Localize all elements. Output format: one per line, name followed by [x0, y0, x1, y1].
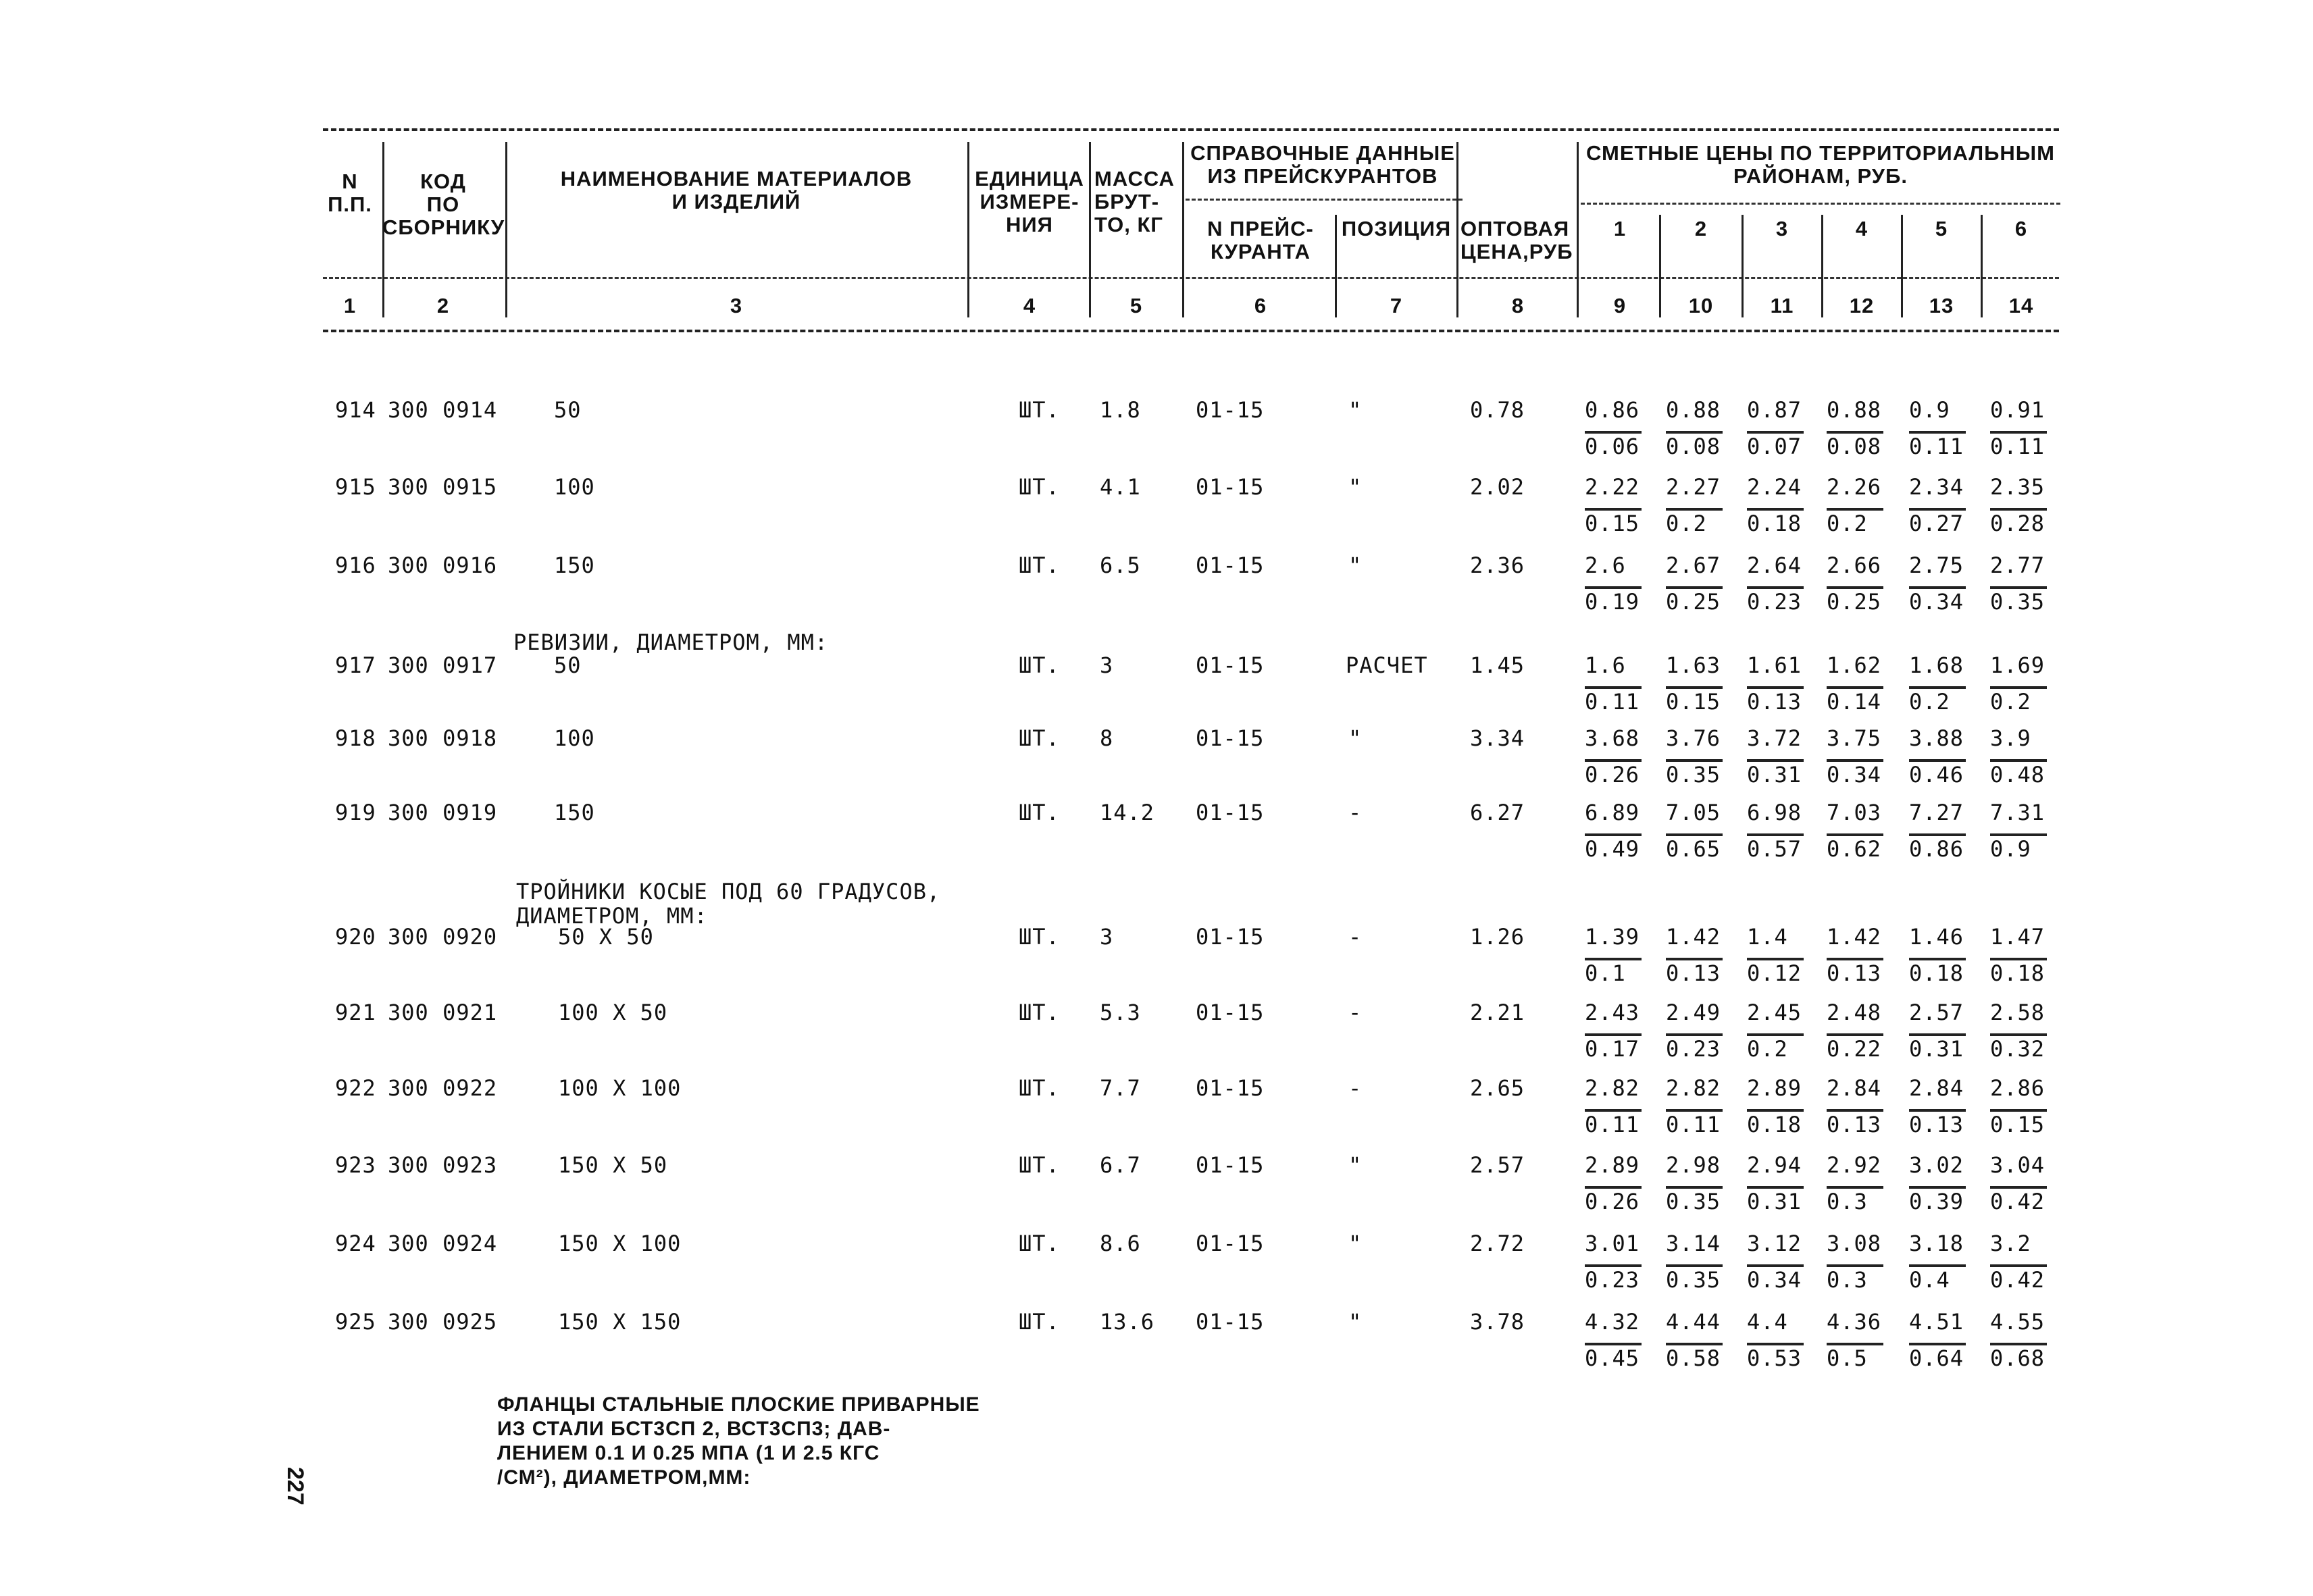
row-mass: 6.5: [1100, 552, 1141, 578]
row-region-subvalue: 0.15: [1666, 689, 1721, 715]
row-region-subvalue: 0.18: [1747, 511, 1802, 536]
row-region-subvalue: 0.11: [1909, 434, 1964, 459]
row-region-subvalue: 0.08: [1666, 434, 1721, 459]
row-region-price: 2.92: [1827, 1152, 1882, 1178]
row-region-price: 2.84: [1909, 1075, 1964, 1101]
row-wholesale-price: 0.78: [1470, 397, 1525, 423]
group67-rule: [1186, 199, 1463, 201]
row-region-price: 2.48: [1827, 1000, 1882, 1025]
row-region-price: 0.9: [1909, 397, 1950, 423]
row-wholesale-price: 3.34: [1470, 725, 1525, 751]
row-region-price: 2.34: [1909, 474, 1964, 500]
row-price-list: 01-15: [1196, 552, 1265, 578]
row-mass: 8: [1100, 725, 1114, 751]
row-number: 924: [335, 1231, 376, 1256]
row-region-subvalue: 0.35: [1666, 762, 1721, 788]
row-region-subvalue: 0.13: [1909, 1112, 1964, 1137]
row-region-subvalue: 0.11: [1585, 1112, 1640, 1137]
row-region-subvalue: 0.3: [1827, 1189, 1868, 1214]
row-region-price: 1.63: [1666, 652, 1721, 678]
row-region-subvalue: 0.19: [1585, 589, 1640, 615]
row-name: 50: [554, 652, 582, 678]
row-region-subvalue: 0.35: [1990, 589, 2045, 615]
row-price-list: 01-15: [1196, 1231, 1265, 1256]
row-region-price: 2.35: [1990, 474, 2045, 500]
row-region-subvalue: 0.18: [1990, 960, 2045, 986]
row-region-price: 2.82: [1585, 1075, 1640, 1101]
row-region-subvalue: 0.2: [1747, 1036, 1788, 1062]
row-region-price: 2.26: [1827, 474, 1882, 500]
row-region-subvalue: 0.68: [1990, 1345, 2045, 1371]
row-region-subvalue: 0.39: [1909, 1189, 1964, 1214]
row-region-subvalue: 0.11: [1585, 689, 1640, 715]
row-region-price: 3.88: [1909, 725, 1964, 751]
row-region-price: 1.61: [1747, 652, 1802, 678]
row-number: 920: [335, 924, 376, 950]
page-number: 227: [282, 1467, 308, 1505]
row-region-price: 4.55: [1990, 1309, 2045, 1335]
row-region-price: 2.27: [1666, 474, 1721, 500]
row-region-price: 2.6: [1585, 552, 1626, 578]
row-unit: ШТ.: [1019, 552, 1060, 578]
row-position: ": [1348, 474, 1363, 500]
row-region-subvalue: 0.31: [1747, 762, 1802, 788]
header-col6: N ПРЕЙС- КУРАНТА: [1207, 217, 1314, 263]
row-wholesale-price: 2.36: [1470, 552, 1525, 578]
row-unit: ШТ.: [1019, 397, 1060, 423]
row-region-price: 0.88: [1827, 397, 1882, 423]
row-region-subvalue: 0.25: [1666, 589, 1721, 615]
row-region-price: 3.12: [1747, 1231, 1802, 1256]
row-region-price: 0.87: [1747, 397, 1802, 423]
row-mass: 13.6: [1100, 1309, 1155, 1335]
row-mass: 6.7: [1100, 1152, 1141, 1178]
row-unit: ШТ.: [1019, 1231, 1060, 1256]
row-region-price: 3.01: [1585, 1231, 1640, 1256]
row-code: 300 0925: [388, 1309, 498, 1335]
row-region-price: 2.89: [1585, 1152, 1640, 1178]
row-region-subvalue: 0.49: [1585, 836, 1640, 862]
row-region-subvalue: 0.23: [1585, 1267, 1640, 1293]
row-region-subvalue: 0.46: [1909, 762, 1964, 788]
row-region-price: 4.36: [1827, 1309, 1882, 1335]
header-group67: СПРАВОЧНЫЕ ДАННЫЕ ИЗ ПРЕЙСКУРАНТОВ: [1190, 141, 1455, 188]
row-name: 150: [554, 800, 595, 825]
row-region-subvalue: 0.28: [1990, 511, 2045, 536]
row-region-price: 0.88: [1666, 397, 1721, 423]
row-position: -: [1348, 800, 1363, 825]
row-mass: 14.2: [1100, 800, 1155, 825]
row-number: 918: [335, 725, 376, 751]
row-region-price: 2.89: [1747, 1075, 1802, 1101]
row-wholesale-price: 2.65: [1470, 1075, 1525, 1101]
row-price-list: 01-15: [1196, 924, 1265, 950]
row-unit: ШТ.: [1019, 474, 1060, 500]
row-region-subvalue: 0.13: [1827, 1112, 1882, 1137]
row-region-price: 3.75: [1827, 725, 1882, 751]
row-region-price: 2.66: [1827, 552, 1882, 578]
row-wholesale-price: 1.26: [1470, 924, 1525, 950]
row-name: 150: [554, 552, 595, 578]
row-region-price: 1.46: [1909, 924, 1964, 950]
row-region-price: 4.51: [1909, 1309, 1964, 1335]
header-region-5: 5: [1935, 217, 1948, 240]
row-price-list: 01-15: [1196, 1309, 1265, 1335]
row-region-subvalue: 0.2: [1666, 511, 1707, 536]
header-col4: ЕДИНИЦА ИЗМЕРЕ- НИЯ: [975, 167, 1084, 236]
row-region-price: 2.77: [1990, 552, 2045, 578]
header-col7: ПОЗИЦИЯ: [1341, 217, 1452, 240]
row-code: 300 0920: [388, 924, 498, 950]
row-region-price: 7.05: [1666, 800, 1721, 825]
row-position: -: [1348, 1075, 1363, 1101]
row-wholesale-price: 2.57: [1470, 1152, 1525, 1178]
group914-rule: [1581, 203, 2060, 205]
row-name: 50 X 50: [558, 924, 654, 950]
header-col5: МАССА БРУТ- ТО, КГ: [1094, 167, 1175, 236]
row-number: 916: [335, 552, 376, 578]
row-name: 150 X 100: [558, 1231, 682, 1256]
row-number: 919: [335, 800, 376, 825]
row-region-price: 2.49: [1666, 1000, 1721, 1025]
section-title-revizii: РЕВИЗИИ, ДИАМЕТРОМ, ММ:: [513, 629, 829, 655]
row-code: 300 0919: [388, 800, 498, 825]
row-name: 100 X 50: [558, 1000, 668, 1025]
row-region-subvalue: 0.25: [1827, 589, 1882, 615]
row-number: 925: [335, 1309, 376, 1335]
row-wholesale-price: 2.02: [1470, 474, 1525, 500]
row-number: 922: [335, 1075, 376, 1101]
row-region-price: 2.86: [1990, 1075, 2045, 1101]
header-region-4: 4: [1855, 217, 1869, 240]
row-wholesale-price: 1.45: [1470, 652, 1525, 678]
row-region-price: 2.57: [1909, 1000, 1964, 1025]
row-region-subvalue: 0.9: [1990, 836, 2031, 862]
row-region-price: 1.42: [1827, 924, 1882, 950]
header-col1: N П.П.: [328, 170, 372, 216]
row-region-price: 2.43: [1585, 1000, 1640, 1025]
row-region-price: 3.76: [1666, 725, 1721, 751]
row-price-list: 01-15: [1196, 1152, 1265, 1178]
row-price-list: 01-15: [1196, 800, 1265, 825]
row-name: 100: [554, 474, 595, 500]
row-region-price: 1.62: [1827, 652, 1882, 678]
row-name: 100 X 100: [558, 1075, 682, 1101]
row-position: -: [1348, 924, 1363, 950]
header-region-2: 2: [1694, 217, 1708, 240]
row-region-subvalue: 0.58: [1666, 1345, 1721, 1371]
row-position: РАСЧЕТ: [1346, 652, 1428, 678]
row-price-list: 01-15: [1196, 1000, 1265, 1025]
row-region-price: 0.91: [1990, 397, 2045, 423]
row-region-price: 0.86: [1585, 397, 1640, 423]
row-number: 921: [335, 1000, 376, 1025]
row-number: 923: [335, 1152, 376, 1178]
row-region-price: 1.68: [1909, 652, 1964, 678]
row-price-list: 01-15: [1196, 652, 1265, 678]
row-region-price: 7.03: [1827, 800, 1882, 825]
row-region-price: 2.45: [1747, 1000, 1802, 1025]
row-region-subvalue: 0.35: [1666, 1267, 1721, 1293]
row-code: 300 0918: [388, 725, 498, 751]
row-unit: ШТ.: [1019, 725, 1060, 751]
row-region-price: 2.98: [1666, 1152, 1721, 1178]
header-col8: ОПТОВАЯ ЦЕНА,РУБ: [1460, 217, 1573, 263]
row-wholesale-price: 3.78: [1470, 1309, 1525, 1335]
row-code: 300 0921: [388, 1000, 498, 1025]
row-region-price: 3.18: [1909, 1231, 1964, 1256]
row-region-subvalue: 0.53: [1747, 1345, 1802, 1371]
row-region-price: 3.72: [1747, 725, 1802, 751]
row-code: 300 0914: [388, 397, 498, 423]
row-region-subvalue: 0.64: [1909, 1345, 1964, 1371]
row-region-subvalue: 0.34: [1747, 1267, 1802, 1293]
row-position: ": [1348, 552, 1363, 578]
row-position: ": [1348, 1309, 1363, 1335]
row-region-subvalue: 0.15: [1990, 1112, 2045, 1137]
row-region-subvalue: 0.13: [1666, 960, 1721, 986]
row-price-list: 01-15: [1196, 474, 1265, 500]
row-region-subvalue: 0.42: [1990, 1267, 2045, 1293]
row-region-price: 2.67: [1666, 552, 1721, 578]
row-region-subvalue: 0.13: [1747, 689, 1802, 715]
row-region-subvalue: 0.12: [1747, 960, 1802, 986]
header-col2: КОД ПО СБОРНИКУ: [382, 170, 505, 239]
row-region-price: 3.68: [1585, 725, 1640, 751]
row-region-subvalue: 0.13: [1827, 960, 1882, 986]
row-region-subvalue: 0.31: [1747, 1189, 1802, 1214]
row-code: 300 0915: [388, 474, 498, 500]
row-price-list: 01-15: [1196, 725, 1265, 751]
row-wholesale-price: 6.27: [1470, 800, 1525, 825]
row-region-price: 2.64: [1747, 552, 1802, 578]
row-region-price: 1.39: [1585, 924, 1640, 950]
row-unit: ШТ.: [1019, 1309, 1060, 1335]
row-region-subvalue: 0.48: [1990, 762, 2045, 788]
row-region-price: 3.02: [1909, 1152, 1964, 1178]
row-region-subvalue: 0.14: [1827, 689, 1882, 715]
row-region-subvalue: 0.06: [1585, 434, 1640, 459]
header-top-rule: [323, 128, 2059, 131]
row-mass: 8.6: [1100, 1231, 1141, 1256]
row-wholesale-price: 2.21: [1470, 1000, 1525, 1025]
row-code: 300 0916: [388, 552, 498, 578]
row-unit: ШТ.: [1019, 1075, 1060, 1101]
row-region-subvalue: 0.2: [1990, 689, 2031, 715]
row-region-price: 1.42: [1666, 924, 1721, 950]
row-name: 50: [554, 397, 582, 423]
row-region-subvalue: 0.2: [1909, 689, 1950, 715]
row-region-subvalue: 0.18: [1909, 960, 1964, 986]
row-region-subvalue: 0.1: [1585, 960, 1626, 986]
row-unit: ШТ.: [1019, 924, 1060, 950]
header-region-1: 1: [1613, 217, 1627, 240]
row-mass: 3: [1100, 924, 1114, 950]
row-region-subvalue: 0.2: [1827, 511, 1868, 536]
section-title-flantsy: ФЛАНЦЫ СТАЛЬНЫЕ ПЛОСКИЕ ПРИВАРНЫЕ ИЗ СТАЛИ БСТ3СП 2, ВСТ3СП3; ДАВ- ЛЕНИЕМ 0.1 И 0.25 МПА (1 И 2.5 КГС /СМ²), ДИАМЕТРОМ,ММ:: [497, 1393, 980, 1489]
row-number: 914: [335, 397, 376, 423]
header-mid-rule: [323, 277, 2059, 279]
row-position: ": [1348, 1152, 1363, 1178]
row-region-subvalue: 0.34: [1909, 589, 1964, 615]
header-region-6: 6: [2014, 217, 2028, 240]
row-region-price: 4.44: [1666, 1309, 1721, 1335]
row-region-subvalue: 0.17: [1585, 1036, 1640, 1062]
row-region-price: 4.4: [1747, 1309, 1788, 1335]
row-region-price: 1.6: [1585, 652, 1626, 678]
row-region-subvalue: 0.11: [1990, 434, 2045, 459]
row-unit: ШТ.: [1019, 1000, 1060, 1025]
row-mass: 4.1: [1100, 474, 1141, 500]
header-group914: СМЕТНЫЕ ЦЕНЫ ПО ТЕРРИТОРИАЛЬНЫМ РАЙОНАМ, РУБ.: [1586, 141, 2055, 188]
row-name: 150 X 50: [558, 1152, 668, 1178]
row-region-subvalue: 0.35: [1666, 1189, 1721, 1214]
row-region-price: 3.04: [1990, 1152, 2045, 1178]
row-region-price: 1.69: [1990, 652, 2045, 678]
row-region-price: 2.75: [1909, 552, 1964, 578]
row-region-subvalue: 0.62: [1827, 836, 1882, 862]
row-unit: ШТ.: [1019, 800, 1060, 825]
row-region-subvalue: 0.4: [1909, 1267, 1950, 1293]
row-region-subvalue: 0.57: [1747, 836, 1802, 862]
header-col3: НАИМЕНОВАНИЕ МАТЕРИАЛОВ И ИЗДЕЛИЙ: [560, 167, 913, 213]
row-region-price: 3.2: [1990, 1231, 2031, 1256]
row-region-subvalue: 0.86: [1909, 836, 1964, 862]
row-code: 300 0923: [388, 1152, 498, 1178]
row-code: 300 0917: [388, 652, 498, 678]
row-region-subvalue: 0.45: [1585, 1345, 1640, 1371]
row-region-subvalue: 0.3: [1827, 1267, 1868, 1293]
row-unit: ШТ.: [1019, 652, 1060, 678]
row-region-subvalue: 0.07: [1747, 434, 1802, 459]
row-region-subvalue: 0.23: [1666, 1036, 1721, 1062]
row-region-subvalue: 0.34: [1827, 762, 1882, 788]
row-region-subvalue: 0.15: [1585, 511, 1640, 536]
row-region-price: 3.14: [1666, 1231, 1721, 1256]
row-number: 917: [335, 652, 376, 678]
row-position: ": [1348, 725, 1363, 751]
row-region-subvalue: 0.27: [1909, 511, 1964, 536]
row-name: 150 X 150: [558, 1309, 682, 1335]
row-unit: ШТ.: [1019, 1152, 1060, 1178]
row-number: 915: [335, 474, 376, 500]
row-mass: 7.7: [1100, 1075, 1141, 1101]
row-region-subvalue: 0.5: [1827, 1345, 1868, 1371]
row-region-price: 4.32: [1585, 1309, 1640, 1335]
row-region-subvalue: 0.42: [1990, 1189, 2045, 1214]
header-region-3: 3: [1775, 217, 1789, 240]
row-position: ": [1348, 397, 1363, 423]
row-code: 300 0922: [388, 1075, 498, 1101]
row-region-subvalue: 0.32: [1990, 1036, 2045, 1062]
row-mass: 3: [1100, 652, 1114, 678]
row-position: ": [1348, 1231, 1363, 1256]
row-region-price: 1.47: [1990, 924, 2045, 950]
section-title-troyniki: ТРОЙНИКИ КОСЫЕ ПОД 60 ГРАДУСОВ, ДИАМЕТРОМ, ММ:: [516, 879, 941, 929]
row-region-subvalue: 0.26: [1585, 1189, 1640, 1214]
row-mass: 1.8: [1100, 397, 1141, 423]
row-region-price: 7.31: [1990, 800, 2045, 825]
row-code: 300 0924: [388, 1231, 498, 1256]
row-region-price: 3.08: [1827, 1231, 1882, 1256]
row-wholesale-price: 2.72: [1470, 1231, 1525, 1256]
row-name: 100: [554, 725, 595, 751]
row-region-price: 2.24: [1747, 474, 1802, 500]
row-region-price: 3.9: [1990, 725, 2031, 751]
row-region-subvalue: 0.65: [1666, 836, 1721, 862]
row-region-price: 2.94: [1747, 1152, 1802, 1178]
row-region-price: 7.27: [1909, 800, 1964, 825]
row-region-subvalue: 0.08: [1827, 434, 1882, 459]
row-price-list: 01-15: [1196, 1075, 1265, 1101]
row-region-subvalue: 0.18: [1747, 1112, 1802, 1137]
row-mass: 5.3: [1100, 1000, 1141, 1025]
row-region-price: 2.22: [1585, 474, 1640, 500]
header-bottom-rule: [323, 330, 2059, 332]
row-region-subvalue: 0.22: [1827, 1036, 1882, 1062]
row-region-price: 1.4: [1747, 924, 1788, 950]
row-region-subvalue: 0.26: [1585, 762, 1640, 788]
row-region-price: 2.82: [1666, 1075, 1721, 1101]
row-region-subvalue: 0.23: [1747, 589, 1802, 615]
row-price-list: 01-15: [1196, 397, 1265, 423]
row-region-subvalue: 0.31: [1909, 1036, 1964, 1062]
row-region-price: 2.84: [1827, 1075, 1882, 1101]
row-region-price: 6.89: [1585, 800, 1640, 825]
row-region-subvalue: 0.11: [1666, 1112, 1721, 1137]
row-region-price: 6.98: [1747, 800, 1802, 825]
row-region-price: 2.58: [1990, 1000, 2045, 1025]
row-position: -: [1348, 1000, 1363, 1025]
